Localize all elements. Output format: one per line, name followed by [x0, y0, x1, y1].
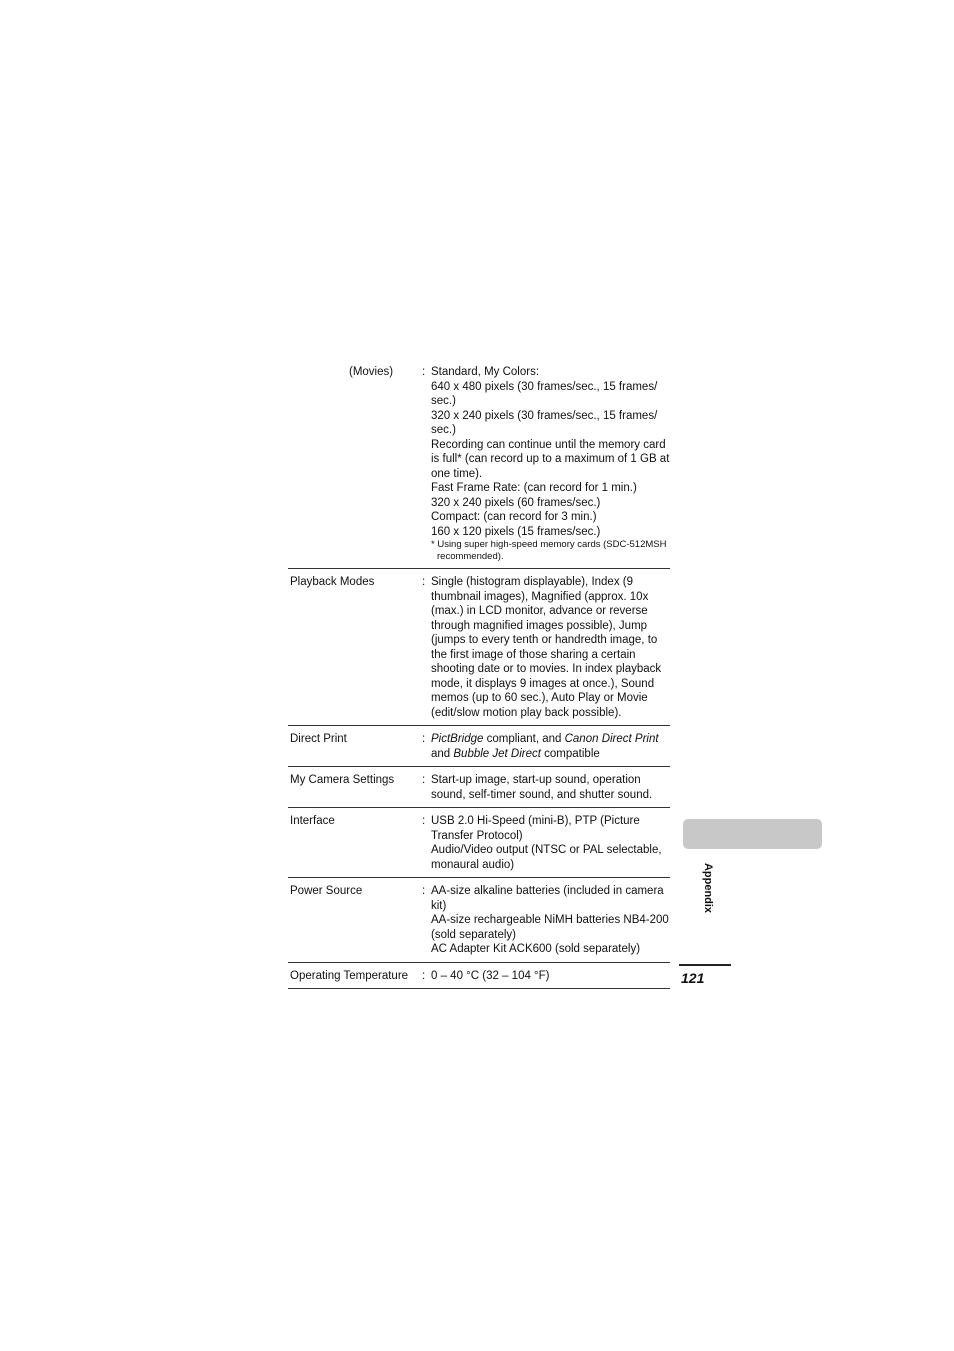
spec-line: Standard, My Colors: [431, 366, 540, 378]
spec-label-direct-print: Direct Print [290, 733, 347, 745]
spec-row-interface [288, 808, 670, 878]
spec-value-interface [431, 814, 671, 872]
spec-line: 320 x 240 pixels (30 frames/sec., 15 frames/ sec.) [431, 409, 658, 436]
spec-value-my-camera: Start-up image, start-up sound, operation sound, self-timer sound, and shutter sound. [431, 774, 653, 801]
spec-colon: : [422, 366, 426, 378]
bubble-jet-direct-text: Bubble Jet Direct [453, 747, 541, 760]
page-number-rule [679, 964, 731, 966]
direct-print-text: compliant, and [483, 733, 565, 745]
spec-colon: : [422, 969, 426, 982]
spec-colon: : [422, 815, 426, 827]
spec-line: Compact: (can record for 3 min.) [431, 511, 597, 523]
spec-colon: : [422, 885, 426, 897]
spec-value-power [431, 884, 671, 957]
spec-row-power [288, 878, 670, 963]
spec-line: Fast Frame Rate: (can record for 1 min.) [431, 482, 637, 494]
spec-row-playback [288, 569, 670, 726]
section-tab [683, 819, 822, 849]
spec-label-playback: Playback Modes [290, 576, 375, 588]
spec-line: AA-size rechargeable NiMH batteries NB4-200 (sold separately) [431, 914, 669, 941]
spec-line: Audio/Video output (NTSC or PAL selectable, monaural audio) [431, 844, 662, 871]
pictbridge-text: PictBridge [431, 733, 484, 745]
spec-value-temperature: 0 – 40 °C (32 – 104 °F) [431, 969, 550, 982]
spec-line: Recording can continue until the memory card is full* (can record up to a maximum of 1 GB at one time). [431, 438, 670, 480]
spec-value-direct-print [431, 732, 671, 761]
spec-value-movies [431, 365, 671, 563]
spec-colon: : [422, 774, 426, 786]
spec-colon: : [422, 733, 426, 745]
spec-label-interface: Interface [290, 815, 335, 827]
spec-colon: : [422, 576, 426, 588]
canon-direct-print-text: Canon Direct Print [564, 733, 659, 745]
spec-label-power: Power Source [290, 885, 363, 897]
spec-row-my-camera [288, 767, 670, 808]
spec-table [288, 363, 670, 989]
spec-line: USB 2.0 Hi-Speed (mini-B), PTP (Picture Transfer Protocol) [431, 815, 640, 842]
spec-row-temperature [288, 963, 670, 990]
spec-label-temperature: Operating Temperature [290, 969, 409, 982]
spec-line: 160 x 120 pixels (15 frames/sec.) [431, 525, 601, 538]
spec-line: AC Adapter Kit ACK600 (sold separately) [431, 943, 641, 955]
section-tab-label: Appendix [702, 862, 714, 914]
spec-footnote: * Using super high-speed memory cards (SDC-512MSH recommended). [431, 539, 667, 562]
spec-line: 640 x 480 pixels (30 frames/sec., 15 frames/ sec.) [431, 380, 658, 407]
direct-print-text: compatible [540, 747, 600, 760]
spec-row-movies [288, 363, 670, 569]
spec-label-my-camera: My Camera Settings [290, 774, 395, 786]
spec-row-direct-print [288, 726, 670, 767]
spec-line: AA-size alkaline batteries (included in camera kit) [431, 885, 664, 912]
direct-print-text: and [431, 747, 454, 760]
spec-label-movies: (Movies) [349, 366, 394, 378]
page-number: 121 [681, 970, 705, 986]
spec-value-playback: Single (histogram displayable), Index (9 thumbnail images), Magnified (approx. 10x (max.) in LCD monitor, advance or reverse through magnified images possible), Jump (jumps to every tenth or handredth image, to the first image of those sharing a certain shooting date or to movies. In index playback mode, it displays 9 images at once.), Sound memos (up to 60 sec.), Auto Play or Movie (edit/slow motion play back possible). [431, 576, 662, 719]
spec-line: 320 x 240 pixels (60 frames/sec.) [431, 496, 601, 509]
